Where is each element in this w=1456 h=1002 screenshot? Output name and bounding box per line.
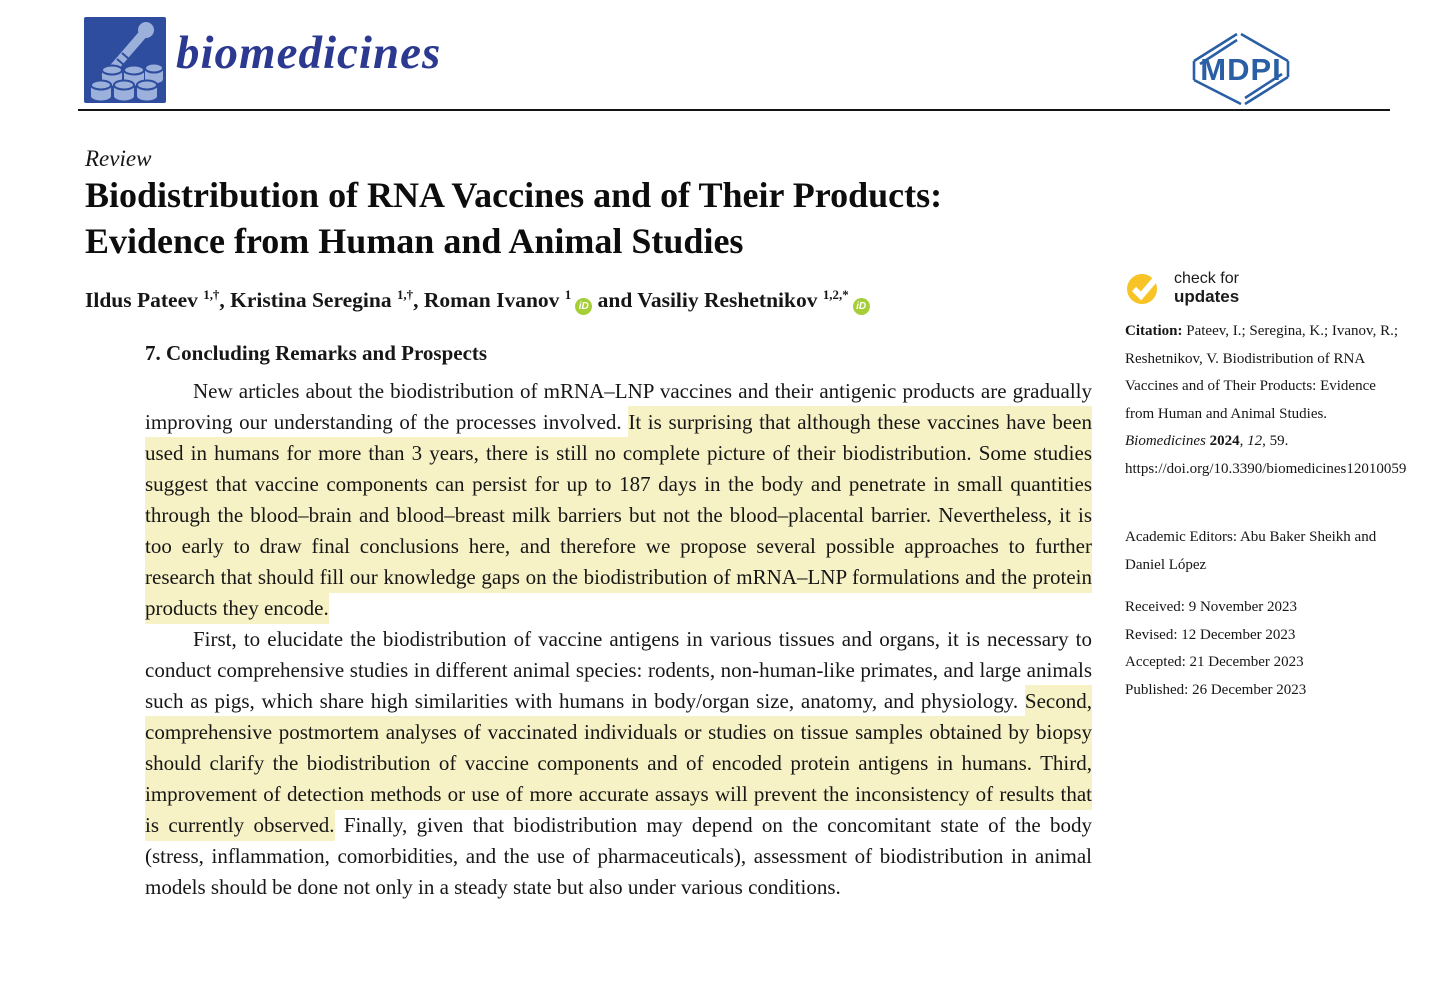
publication-dates xyxy=(1125,594,1405,704)
revised-date: Revised: 12 December 2023 xyxy=(1125,626,1296,643)
received-date: Received: 9 November 2023 xyxy=(1125,599,1298,615)
check-for-updates-label xyxy=(1174,270,1239,306)
header-divider xyxy=(78,109,1390,111)
body-text xyxy=(145,376,1092,903)
check-for-updates-line2: updates xyxy=(1174,287,1240,306)
article-title-line-2: Evidence from Human and Animal Studies xyxy=(85,221,744,261)
published-date: Published: 26 December 2023 xyxy=(1125,681,1307,698)
journal-wordmark: biomedicines xyxy=(176,27,442,79)
check-for-updates-badge[interactable] xyxy=(1125,268,1239,308)
article-type-label: Review xyxy=(85,146,152,171)
orcid-icon[interactable]: iD xyxy=(575,298,592,315)
article-title xyxy=(85,172,1165,264)
article-title-line-1: Biodistribution of RNA Vaccines and of Their Products: xyxy=(85,175,943,215)
authors-line: Ildus Pateev $^{1,\dagger}$, Kristina Seregina $^{1,\dagger}$, Roman Ivanov $^1$iD and Vasiliy Reshetnikov $^{1,2,*}$iD xyxy=(85,288,1085,315)
accepted-date: Accepted: 21 December 2023 xyxy=(1125,654,1304,670)
check-icon xyxy=(1125,268,1165,308)
section-heading: 7. Concluding Remarks and Prospects xyxy=(145,341,488,365)
check-for-updates-line1: check for xyxy=(1174,270,1239,287)
paragraph-2: First, to elucidate the biodistribution of vaccine antigens in various tissues and organs, it is necessary to conduct comprehensive studies in different animal species: rodents, non-human-like primates, and large animals such as pigs, which share high similarities with humans in body/organ size, anatomy, and physiology. Second, comprehensive postmortem analyses of vaccinated individuals or studies on tissue samples obtained by biopsy should clarify the biodistribution of vaccine components and of encoded protein antigens in humans. Third, improvement of detection methods or use of more accurate assays will prevent the inconsistency of results that is currently observed. Finally, given that biodistribution may depend on the concomitant state of the body (stress, inflammation, comorbidities, and the use of pharmaceuticals), assessment of biodistribution in animal models should be done not only in a steady state but also under various conditions. xyxy=(145,627,1092,899)
pipette-and-culture-dishes-icon xyxy=(84,17,166,103)
paragraph-1: New articles about the biodistribution of mRNA–LNP vaccines and their antigenic products are gradually improving our understanding of the processes involved. It is surprising that although these vaccines have been used in humans for more than 3 years, there is still no complete picture of their biodistribution. Some studies suggest that vaccine components can persist for up to 187 days in the body and penetrate in small quantities through the blood–brain and blood–breast milk barriers but not the blood–placental barrier. Nevertheless, it is too early to draw final conclusions here, and therefore we propose several possible approaches to further research that should fill our knowledge gaps on the biodistribution of mRNA–LNP formulations and the protein products they encode. xyxy=(145,376,1092,624)
orcid-icon[interactable]: iD xyxy=(853,298,870,315)
mdpi-logo xyxy=(1186,30,1296,108)
doi-link[interactable]: https://doi.org/10.3390/biomedicines12010059 xyxy=(1125,460,1407,477)
mdpi-logo-label: MDPI xyxy=(1200,52,1282,87)
journal-logo xyxy=(84,17,166,103)
academic-editors: Academic Editors: Abu Baker Sheikh and Daniel López xyxy=(1125,529,1377,573)
citation-block: Citation: Pateev, I.; Seregina, K.; Ivanov, R.; Reshetnikov, V. Biodistribution of RNA Vaccines and of Their Products: Evidence from Human and Animal Studies. Biomedicines 2024, 12, 59. https://doi.org/10.3390/biomedicines12010059 xyxy=(1125,323,1407,477)
